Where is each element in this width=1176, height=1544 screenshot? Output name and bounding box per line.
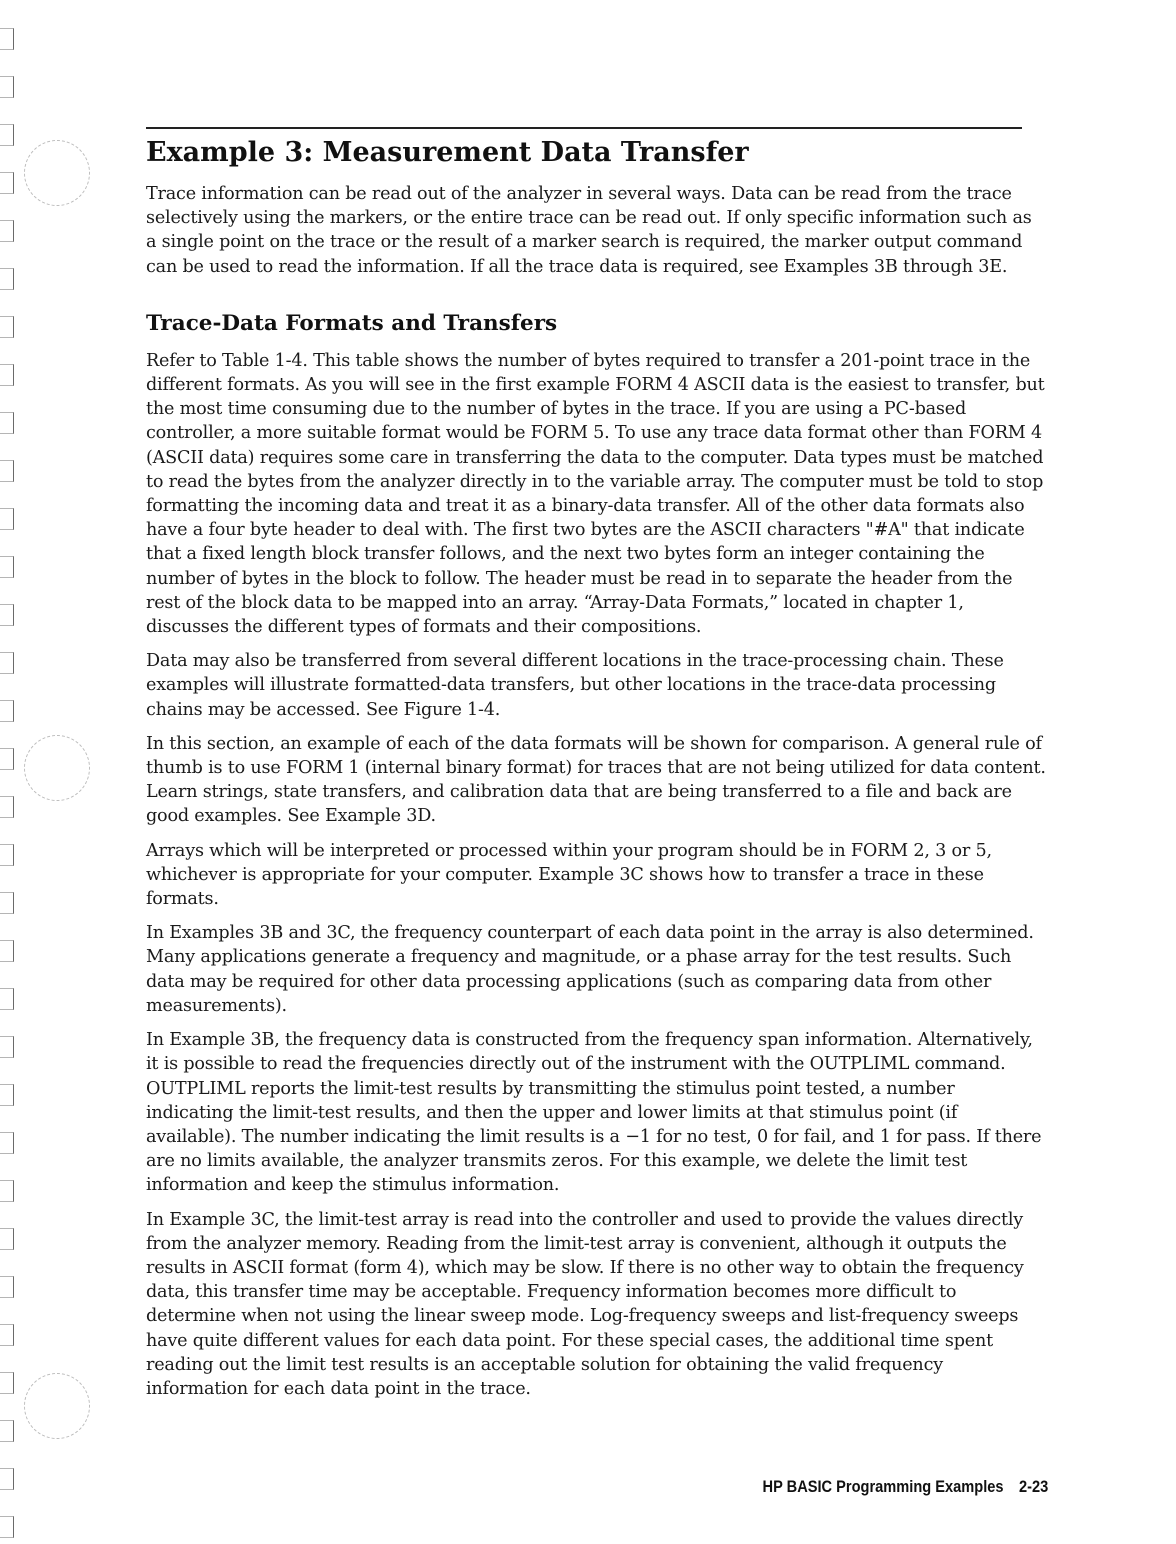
binder-mark <box>0 268 14 290</box>
binder-mark <box>0 796 14 818</box>
page-number: 2-23 <box>1018 1477 1048 1496</box>
page-content <box>146 134 1046 1411</box>
page-title: Example 3: Measurement Data Transfer <box>146 137 749 168</box>
page-footer <box>762 1477 1048 1497</box>
binder-mark <box>0 76 14 98</box>
binder-mark <box>0 1324 14 1346</box>
binder-mark <box>0 700 14 722</box>
binder-mark <box>0 1516 14 1538</box>
binder-mark <box>0 1372 14 1394</box>
binder-mark <box>0 1036 14 1058</box>
binder-mark <box>0 460 14 482</box>
binder-mark <box>0 1228 14 1250</box>
binder-mark <box>0 988 14 1010</box>
body-paragraph: Data may also be transferred from several different locations in the trace-processing chain. These examples will illustrate formatted-data transfers, but other locations in the trace-data processing chains may be accessed. See Figure 1-4. <box>146 651 1004 720</box>
binder-edge <box>0 0 24 1544</box>
binder-mark <box>0 748 14 770</box>
body-paragraph: Arrays which will be interpreted or processed within your program should be in FORM 2, 3 or 5, whichever is appropriate for your computer. Example 3C shows how to transfer a trace in these formats. <box>146 840 992 910</box>
body-paragraph: In Examples 3B and 3C, the frequency counterpart of each data point in the array is also determined. Many applications generate a frequency and magnitude, or a phase array for the test results. Such data may be required for other data processing applications (such as comparing data from other measurements). <box>146 923 1034 1016</box>
binder-mark <box>0 28 14 50</box>
binder-mark <box>0 1180 14 1202</box>
binder-mark <box>0 172 14 194</box>
heading-rule <box>146 127 1022 129</box>
binder-mark <box>0 1084 14 1106</box>
binder-mark <box>0 892 14 914</box>
running-title: HP BASIC Programming Examples <box>762 1477 1004 1496</box>
binder-mark <box>0 124 14 146</box>
binder-mark <box>0 364 14 386</box>
binder-mark <box>0 1420 14 1442</box>
binder-mark <box>0 1468 14 1490</box>
binder-mark <box>0 940 14 962</box>
binder-mark <box>0 412 14 434</box>
body-paragraph: Refer to Table 1-4. This table shows the number of bytes required to transfer a 201-point trace in the different formats. As you will see in the first example FORM 4 ASCII data is the easiest to transfer, but the most time consuming due to the number of bytes in the trace. If you are using a PC-based controller, a more suitable format would be FORM 5. To use any trace data format other than FORM 4 (ASCII data) requires some care in transferring the data to the computer. Data types must be matched to read the bytes from the analyzer directly in to the variable array. The computer must be told to stop formatting the incoming data and treat it as a binary-data transfer. All of the other data formats also have a four byte header to deal with. The first two bytes are the ASCII characters "#A" that indicate that a fixed length block transfer follows, and the next two bytes form an integer containing the number of bytes in the block to follow. The header must be read in to separate the header from the rest of the block data to be mapped into an array. “Array-Data Formats,” located in chapter 1, discusses the different types of formats and their compositions. <box>146 350 1045 638</box>
binder-mark <box>0 556 14 578</box>
binder-mark <box>0 604 14 626</box>
punch-hole <box>24 140 90 206</box>
intro-paragraph: Trace information can be read out of the analyzer in several ways. Data can be read from the trace selectively using the markers, or the entire trace can be read out. If only specific information such as a single point on the trace or the result of a marker search is required, the marker output command can be used to read the information. If all the trace data is required, see Examples 3B through 3E. <box>146 184 1032 277</box>
binder-mark <box>0 1276 14 1298</box>
body-paragraph: In Example 3B, the frequency data is constructed from the frequency span information. Alternatively, it is possible to read the frequencies directly out of the instrument with the OUTPLIML command. OUTPLIML reports the limit-test results by transmitting the stimulus point tested, a number indicating the limit-test results, and then the upper and lower limits at that stimulus point (if available). The number indicating the limit results is a −1 for no test, 0 for fail, and 1 for pass. If there are no limits available, the analyzer transmits zeros. For this example, we delete the limit test information and keep the stimulus information. <box>146 1030 1042 1196</box>
binder-mark <box>0 220 14 242</box>
binder-mark <box>0 652 14 674</box>
section-title: Trace-Data Formats and Transfers <box>146 310 558 336</box>
punch-hole <box>24 1373 90 1439</box>
punch-hole <box>24 735 90 801</box>
binder-mark <box>0 316 14 338</box>
binder-mark <box>0 844 14 866</box>
binder-mark <box>0 1132 14 1154</box>
binder-mark <box>0 508 14 530</box>
body-paragraph: In Example 3C, the limit-test array is read into the controller and used to provide the values directly from the analyzer memory. Reading from the limit-test array is convenient, although it outputs the results in ASCII format (form 4), which may be slow. If there is no other way to obtain the frequency data, this transfer time may be acceptable. Frequency information becomes more difficult to determine when not using the linear sweep mode. Log-frequency sweeps and list-frequency sweeps have quite different values for each data point. For these special cases, the additional time spent reading out the limit test results is an acceptable solution for obtaining the valid frequency information for each data point in the trace. <box>146 1209 1024 1399</box>
body-paragraph: In this section, an example of each of the data formats will be shown for comparison. A general rule of thumb is to use FORM 1 (internal binary format) for traces that are not being utilized for data content. Learn strings, state transfers, and calibration data that are being transferred to a file and back are good examples. See Example 3D. <box>146 733 1046 827</box>
